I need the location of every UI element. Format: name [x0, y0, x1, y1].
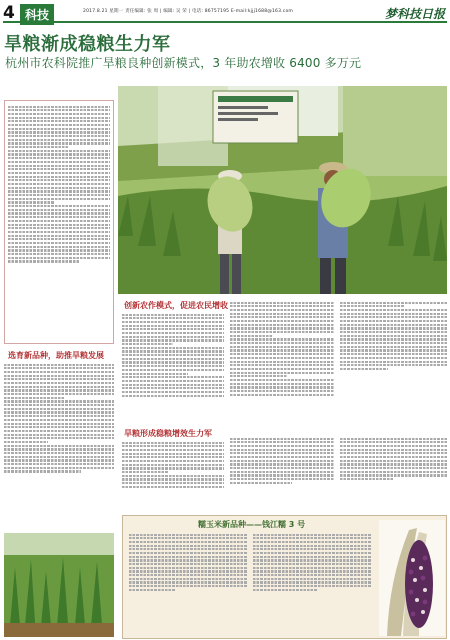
purple-corn-photo — [379, 520, 445, 636]
issue-meta: 2017.8.21 星期一 责任编辑: 张 周 | 编辑: 吴 荣 | 电话: 86757195 E-mail:kjjj1688@163.com — [83, 9, 294, 14]
benefits-column-3 — [340, 436, 447, 512]
headline: 旱粮渐成稳粮生力军 — [4, 34, 171, 55]
corn-variety-box — [122, 515, 447, 639]
section-heading-cooperation: 创新农作模式，促进农民增收 — [124, 301, 228, 310]
cooperation-column-3 — [340, 300, 447, 430]
corn-text-column-1 — [129, 532, 247, 636]
corn-variety-title: 糯玉米新品种——钱江糯 3 号 — [198, 520, 306, 529]
section-heading-benefits: 旱粮形成稳粮增效生力军 — [124, 429, 212, 438]
corn-text-column-2 — [253, 532, 371, 636]
page-number: 4 — [3, 3, 15, 23]
masthead — [3, 3, 447, 23]
section-heading-new-varieties: 选育新品种，助推旱粮发展 — [8, 351, 104, 360]
cooperation-column-2 — [230, 300, 334, 430]
farmers-harvest-photo — [118, 86, 447, 294]
newspaper-name: 梦科技日报 — [384, 7, 445, 21]
lead-text-column — [8, 104, 110, 340]
subheadline: 杭州市农科院推广旱粮良种创新模式，3 年助农增收 6400 多万元 — [5, 56, 362, 70]
crop-field-photo — [4, 533, 114, 637]
section-tag: 科技 — [20, 4, 54, 25]
benefits-column-1 — [122, 440, 224, 512]
new-varieties-column — [4, 362, 114, 530]
lead-text-box — [4, 100, 114, 344]
benefits-column-2 — [230, 436, 334, 512]
cooperation-column-1 — [122, 312, 224, 430]
